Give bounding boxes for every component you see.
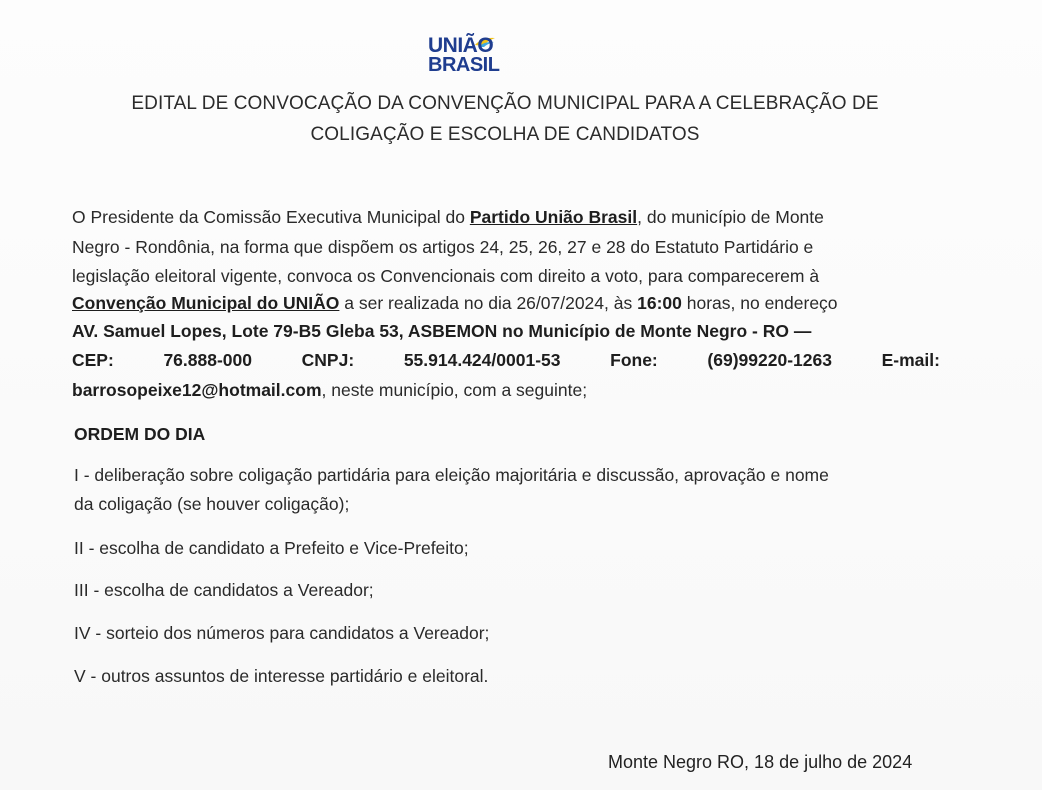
body-line-7-post: , neste município, com a seguinte; (321, 380, 588, 400)
body-line-1 (72, 207, 940, 228)
place-and-date: Monte Negro RO, 18 de julho de 2024 (608, 752, 913, 772)
convention-time: 16:00 (637, 293, 682, 313)
party-name: Partido União Brasil (469, 207, 638, 227)
address-line: AV. Samuel Lopes, Lote 79-B5 Gleba 53, ASBEMON no Município de Monte Negro - RO — (72, 321, 812, 341)
document-title-line2: COLIGAÇÃO E ESCOLHA DE CANDIDATOS (310, 124, 700, 145)
body-line-7 (72, 380, 940, 401)
body-line-4-post: horas, no endereço (681, 293, 838, 313)
logo-line2: BRASIL (428, 54, 500, 76)
cep-label: CEP: (72, 350, 114, 370)
agenda-item-2: II - escolha de candidato a Prefeito e Vice-Prefeito; (74, 538, 469, 558)
contact-line (72, 350, 940, 371)
agenda-item-3: III - escolha de candidatos a Vereador; (74, 580, 374, 600)
cnpj-label: CNPJ: (301, 350, 355, 370)
uniao-brasil-logo (424, 34, 504, 82)
email-label: E-mail: (881, 350, 940, 370)
agenda-item-4: IV - sorteio dos números para candidatos a Vereador; (74, 623, 490, 643)
body-line-4-mid: a ser realizada no dia 26/07/2024, às (339, 293, 638, 313)
agenda-item-5: V - outros assuntos de interesse partidário e eleitoral. (74, 666, 489, 686)
body-line-3: legislação eleitoral vigente, convoca os Convencionais com direito a voto, para comparecerem à (72, 266, 820, 286)
logo-line1: UNIÃO (428, 34, 494, 57)
body-line-1-post: , do município de Monte (637, 207, 824, 227)
convention-name: Convenção Municipal do UNIÃO (72, 293, 340, 313)
phone-label: Fone: (610, 350, 658, 370)
agenda-item-1-line2: da coligação (se houver coligação); (74, 494, 350, 514)
body-line-4 (72, 293, 940, 314)
agenda-item-1-line1: I - deliberação sobre coligação partidária para eleição majoritária e discussão, aprovação e nome (74, 465, 829, 485)
agenda-heading: ORDEM DO DIA (74, 424, 206, 444)
body-line-2: Negro - Rondônia, na forma que dispõem os artigos 24, 25, 26, 27 e 28 do Estatuto Partidário e (72, 237, 814, 257)
cnpj-value: 55.914.424/0001-53 (403, 350, 561, 370)
body-line-1-pre: O Presidente da Comissão Executiva Municipal do (72, 207, 470, 227)
cep-value: 76.888-000 (163, 350, 253, 370)
email-address: barrosopeixe12@hotmail.com (72, 380, 322, 400)
document-title-line1: EDITAL DE CONVOCAÇÃO DA CONVENÇÃO MUNICIPAL PARA A CELEBRAÇÃO DE (131, 93, 879, 114)
phone-value: (69)99220-1263 (707, 350, 832, 370)
